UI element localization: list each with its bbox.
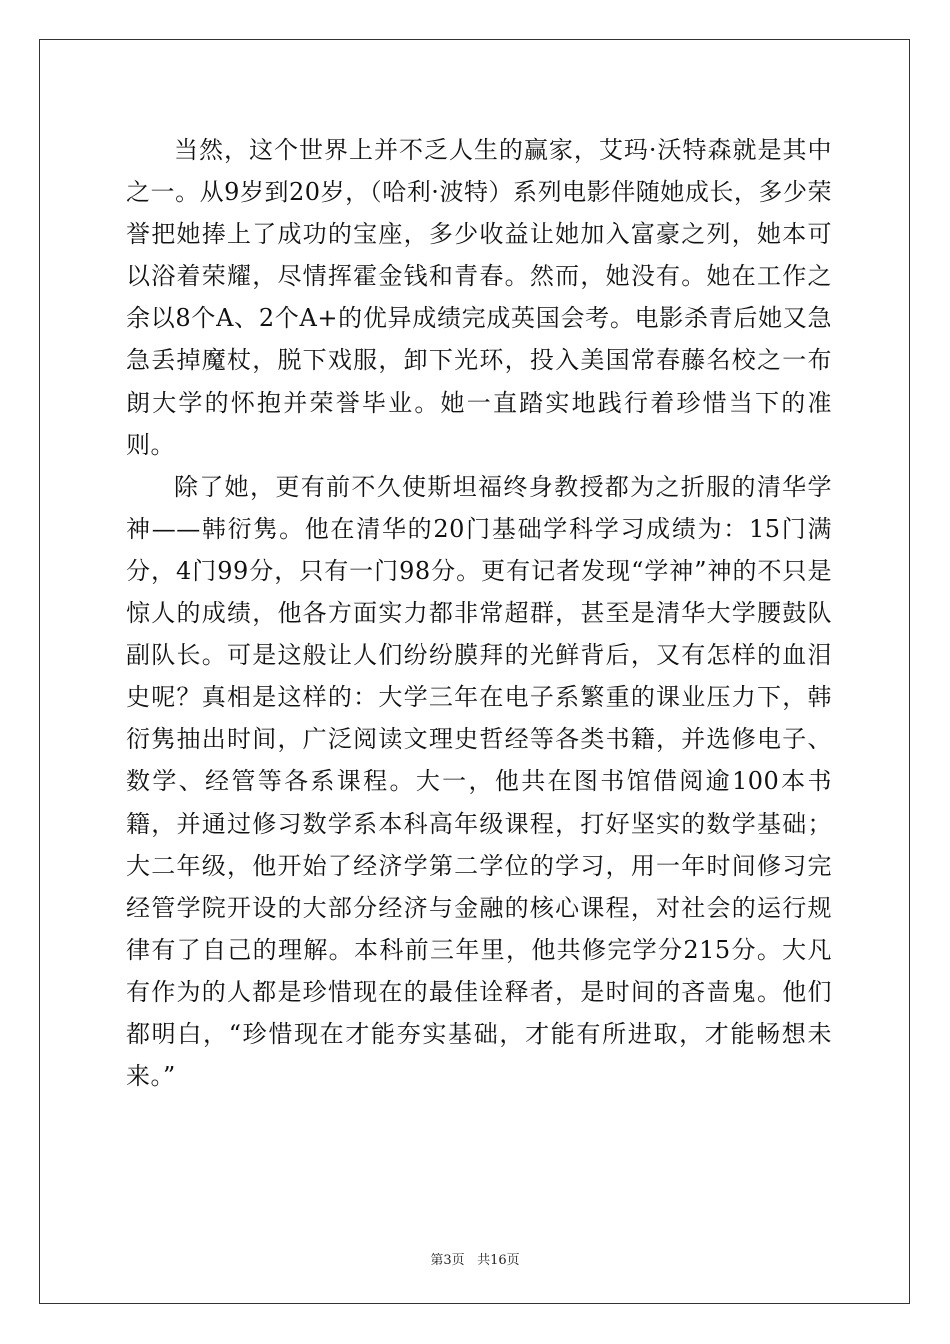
paragraph-1: 当然，这个世界上并不乏人生的赢家，艾玛·沃特森就是其中之一。从9岁到20岁，（哈利·波特）系列电影伴随她成长，多少荣誉把她捧上了成功的宝座，多少收益让她加入富豪之列，她本可以浴着荣耀，尽情挥霍金钱和青春。然而，她没有。她在工作之余以8个A、2个A+的优异成绩完成英国会考。电影杀青后她又急急丢掉魔杖，脱下戏服，卸下光环，投入美国常春藤名校之一布朗大学的怀抱并荣誉毕业。她一直踏实地践行着珍惜当下的准则。 xyxy=(126,136,832,459)
paragraph-2: 除了她，更有前不久使斯坦福终身教授都为之折服的清华学神——韩衍隽。他在清华的20门基础学科学习成绩为：15门满分，4门99分，只有一门98分。更有记者发现“学神”神的不只是惊人的成绩，他各方面实力都非常超群，甚至是清华大学腰鼓队副队长。可是这般让人们纷纷膜拜的光鲜背后，又有怎样的血泪史呢？真相是这样的：大学三年在电子系繁重的课业压力下，韩衍隽抽出时间，广泛阅读文理史哲经等各类书籍，并选修电子、数学、经管等各系课程。大一，他共在图书馆借阅逾100本书籍，并通过修习数学系本科高年级课程，打好坚实的数学基础；大二年级，他开始了经济学第二学位的学习，用一年时间修习完经管学院开设的大部分经济与金融的核心课程，对社会的运行规律有了自己的理解。本科前三年里，他共修完学分215分。大凡有作为的人都是珍惜现在的最佳诠释者，是时间的吝啬鬼。他们都明白，“珍惜现在才能夯实基础，才能有所进取，才能畅想未来。” xyxy=(126,472,832,1091)
page-number: 第3页 xyxy=(430,1253,465,1268)
page-total: 共16页 xyxy=(477,1253,520,1268)
page-footer xyxy=(0,1249,950,1268)
document-body xyxy=(126,129,832,1097)
